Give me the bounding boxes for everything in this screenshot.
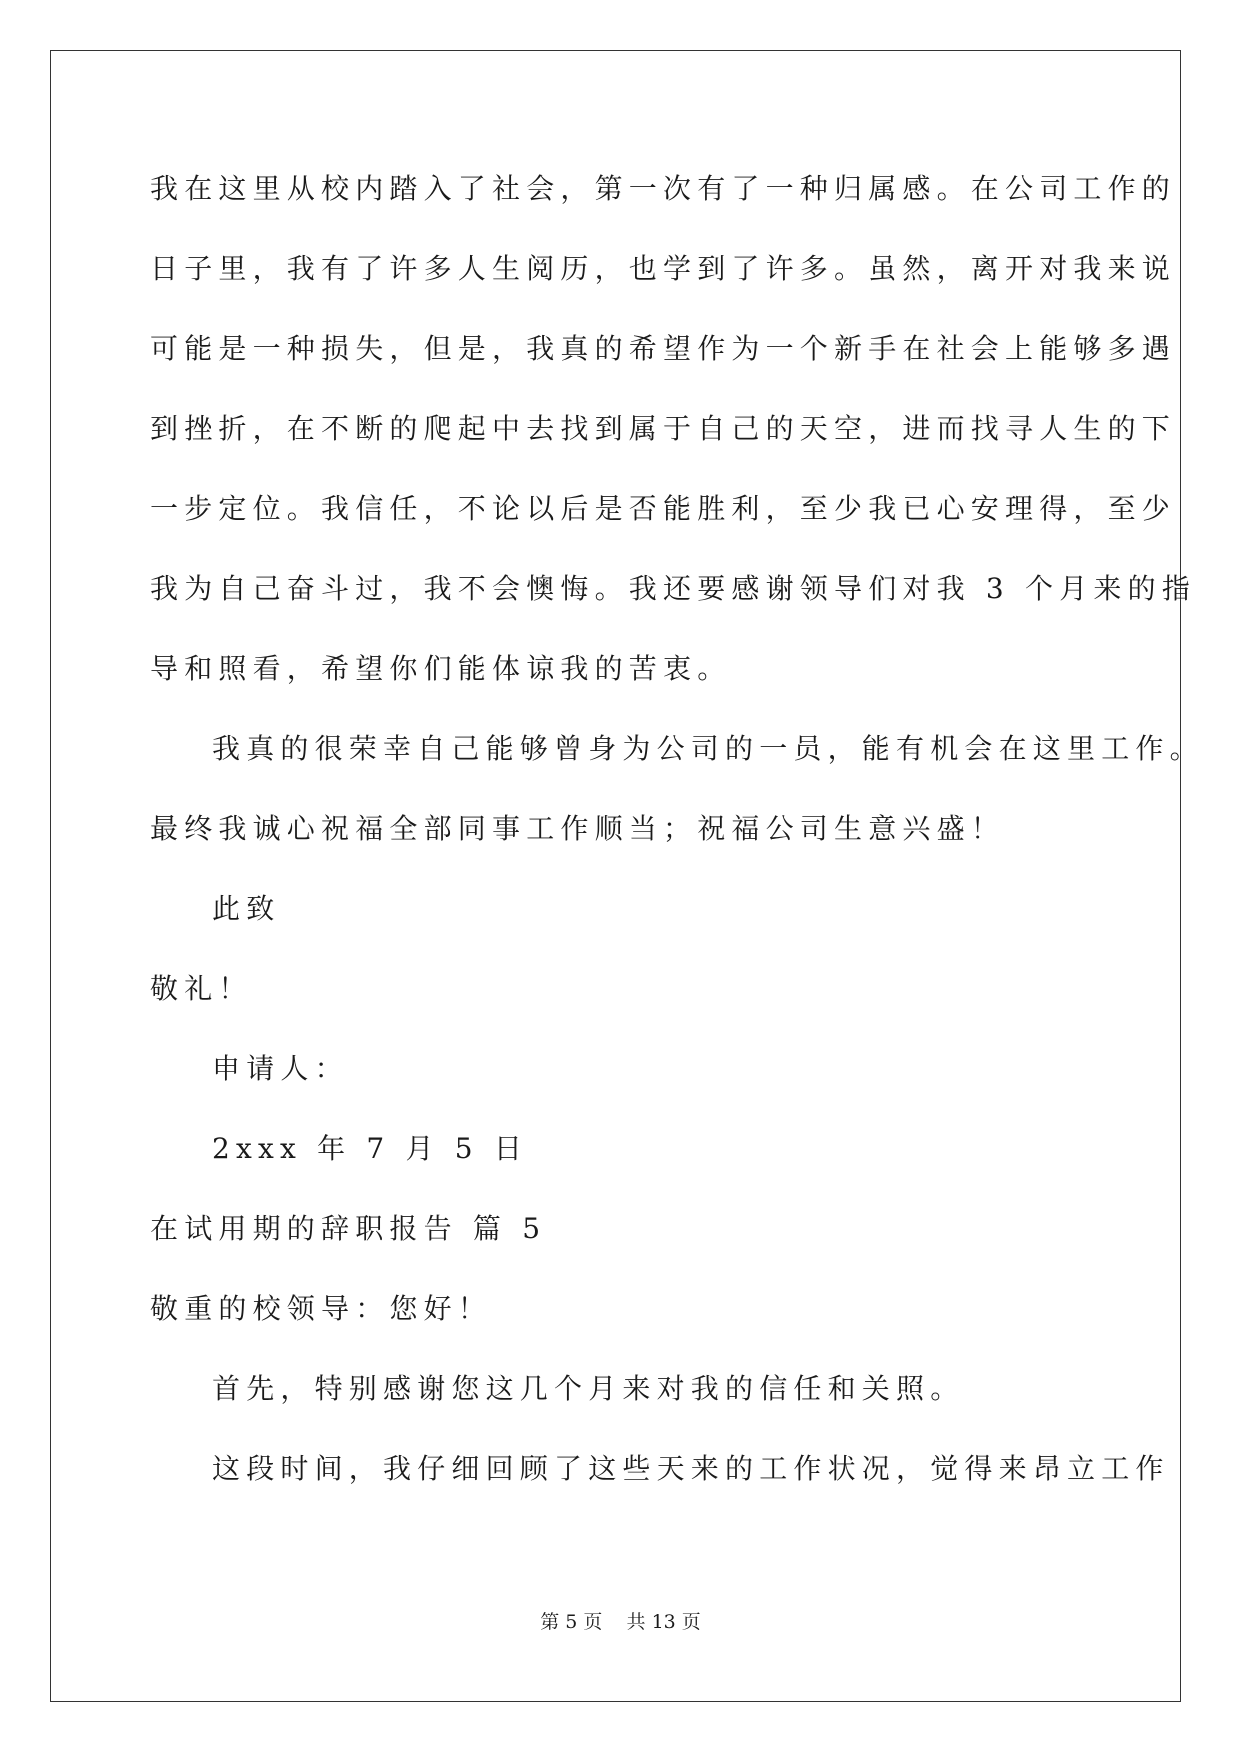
paragraph-line: 导和照看，希望你们能体谅我的苦衷。: [150, 652, 732, 685]
applicant-label: 申请人：: [212, 1052, 349, 1085]
paragraph-line: 到挫折，在不断的爬起中去找到属于自己的天空，进而找寻人生的下: [150, 412, 1177, 445]
paragraph-line: 我真的很荣幸自己能够曾身为公司的一员，能有机会在这里工作。: [212, 732, 1204, 765]
salutation-closing: 敬礼！: [150, 972, 253, 1005]
section-heading: 在试用期的辞职报告 篇 5: [150, 1212, 547, 1245]
paragraph-line: 这段时间，我仔细回顾了这些天来的工作状况，觉得来昂立工作: [212, 1452, 1170, 1485]
paragraph-line: 日子里，我有了许多人生阅历，也学到了许多。虽然，离开对我来说: [150, 252, 1177, 285]
paragraph-line: 我在这里从校内踏入了社会，第一次有了一种归属感。在公司工作的: [150, 172, 1177, 205]
greeting: 敬重的校领导：您好！: [150, 1292, 493, 1325]
paragraph-line: 可能是一种损失，但是，我真的希望作为一个新手在社会上能够多遇: [150, 332, 1177, 365]
paragraph-line: 首先，特别感谢您这几个月来对我的信任和关照。: [212, 1372, 965, 1405]
paragraph-line: 我为自己奋斗过，我不会懊悔。我还要感谢领导们对我 3 个月来的指: [150, 572, 1197, 605]
letter-date: 2xxx 年 7 月 5 日: [212, 1132, 529, 1165]
paragraph-line: 一步定位。我信任，不论以后是否能胜利，至少我已心安理得，至少: [150, 492, 1177, 525]
paragraph-line: 最终我诚心祝福全部同事工作顺当；祝福公司生意兴盛！: [150, 812, 1006, 845]
page-number: 第 5 页 共 13 页: [540, 1611, 701, 1633]
closing-phrase: 此致: [212, 892, 281, 925]
